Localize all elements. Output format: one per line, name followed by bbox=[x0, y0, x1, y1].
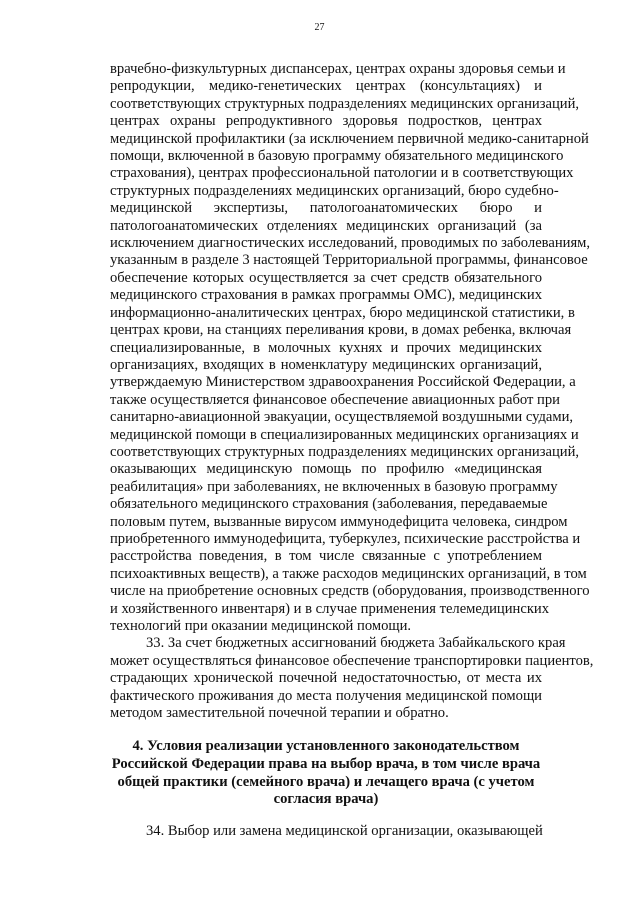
paragraph-32-line: и хозяйственного инвентаря) и в случае применения телемедицинских bbox=[110, 600, 550, 617]
paragraph-32-line: реабилитация» при заболеваниях, не включенных в базовую программу bbox=[110, 478, 558, 495]
paragraph-34-line: 34. Выбор или замена медицинской организации, оказывающей bbox=[146, 822, 543, 839]
paragraph-32-line: обязательного медицинского страхования (заболевания, передаваемые bbox=[110, 496, 548, 513]
page-number: 27 bbox=[314, 22, 325, 33]
paragraph-34 bbox=[110, 823, 542, 840]
paragraph-32-line: числе на приобретение основных средств (оборудования, производственного bbox=[110, 583, 590, 600]
paragraph-32-line: медицинской помощи в специализированных медицинских организациях и bbox=[110, 426, 579, 443]
paragraph-33-line: может осуществляться финансовое обеспечение транспортировки пациентов, bbox=[110, 652, 594, 669]
paragraph-32-line: также осуществляется финансовое обеспечение авиационных работ при bbox=[110, 391, 560, 408]
paragraph-32-line: технологий при оказании медицинской помощи. bbox=[110, 618, 412, 634]
section-4-heading-line: согласия врача) bbox=[273, 791, 379, 808]
paragraph-32-line: психоактивных веществ), а также расходов медицинских организаций, в том bbox=[110, 565, 587, 582]
section-4-heading-line: общей практики (семейного врача) и лечащего врача (с учетом bbox=[117, 773, 535, 790]
paragraph-32-line: утверждаемую Министерством здравоохранения Российской Федерации, а bbox=[110, 374, 576, 391]
document-body bbox=[110, 61, 594, 840]
paragraph-32-line: врачебно-физкультурных диспансерах, центрах охраны здоровья семьи и bbox=[110, 61, 566, 77]
paragraph-33 bbox=[110, 635, 594, 722]
paragraph-32-line: приобретенного иммунодефицита, туберкулез, психические расстройства и bbox=[110, 530, 581, 547]
paragraph-32-line: оказывающих медицинскую помощь по профилю «медицинская bbox=[110, 461, 542, 478]
paragraph-32-line: медицинской экспертизы, патологоанатомических бюро и bbox=[110, 200, 542, 217]
paragraph-32-line: центрах крови, на станциях переливания крови, в домах ребенка, включая bbox=[110, 322, 572, 339]
section-4-heading-line: 4. Условия реализации установленного законодательством bbox=[132, 738, 520, 755]
paragraph-32-line: центрах охраны репродуктивного здоровья подростков, центрах bbox=[110, 113, 542, 130]
paragraph-32-continued bbox=[110, 61, 591, 635]
paragraph-32-line: специализированные, в молочных кухнях и прочих медицинских bbox=[110, 339, 542, 356]
paragraph-32-line: репродукции, медико-генетических центрах (консультациях) и bbox=[110, 78, 542, 95]
paragraph-33-line: страдающих хронической почечной недостаточностью, от места их bbox=[110, 670, 542, 687]
section-4-heading bbox=[110, 738, 542, 808]
paragraph-32-line: расстройства поведения, в том числе связанные с употреблением bbox=[110, 548, 542, 565]
paragraph-32-line: санитарно-авиационной эвакуации, осуществляемой воздушными судами, bbox=[110, 409, 574, 426]
paragraph-32-line: медицинской профилактики (за исключением первичной медико-санитарной bbox=[110, 130, 589, 147]
paragraph-32-line: указанным в разделе 3 настоящей Территориальной программы, финансовое bbox=[110, 252, 588, 269]
paragraph-32-line: информационно-аналитических центрах, бюро медицинской статистики, в bbox=[110, 304, 575, 321]
paragraph-32-line: патологоанатомических отделениях медицинских организаций (за bbox=[110, 217, 542, 234]
paragraph-32-line: помощи, включенной в базовую программу обязательного медицинского bbox=[110, 148, 564, 165]
paragraph-32-line: соответствующих структурных подразделениях медицинских организаций, bbox=[110, 443, 580, 460]
paragraph-32-line: половым путем, вызванные вирусом иммунодефицита человека, синдром bbox=[110, 513, 568, 530]
paragraph-33-line: 33. За счет бюджетных ассигнований бюджета Забайкальского края bbox=[146, 635, 566, 652]
paragraph-32-line: обеспечение которых осуществляется за счет средств обязательного bbox=[110, 269, 542, 286]
section-4-heading-line: Российской Федерации права на выбор врача, в том числе врача bbox=[111, 756, 541, 773]
paragraph-32-line: организациях, входящих в номенклатуру медицинских организаций, bbox=[110, 356, 542, 373]
paragraph-32-line: страхования), центрах профессиональной патологии и в соответствующих bbox=[110, 165, 574, 182]
paragraph-32-line: медицинского страхования в рамках программы ОМС), медицинских bbox=[110, 287, 542, 304]
paragraph-32-line: соответствующих структурных подразделениях медицинских организаций, bbox=[110, 95, 580, 112]
paragraph-32-line: исключением диагностических исследований, проводимых по заболеваниям, bbox=[110, 235, 591, 252]
paragraph-33-line: методом заместительной почечной терапии и обратно. bbox=[110, 705, 449, 722]
paragraph-33-line: фактического проживания до места получения медицинской помощи bbox=[110, 687, 542, 704]
paragraph-32-line: структурных подразделениях медицинских организаций, бюро судебно- bbox=[110, 182, 559, 199]
